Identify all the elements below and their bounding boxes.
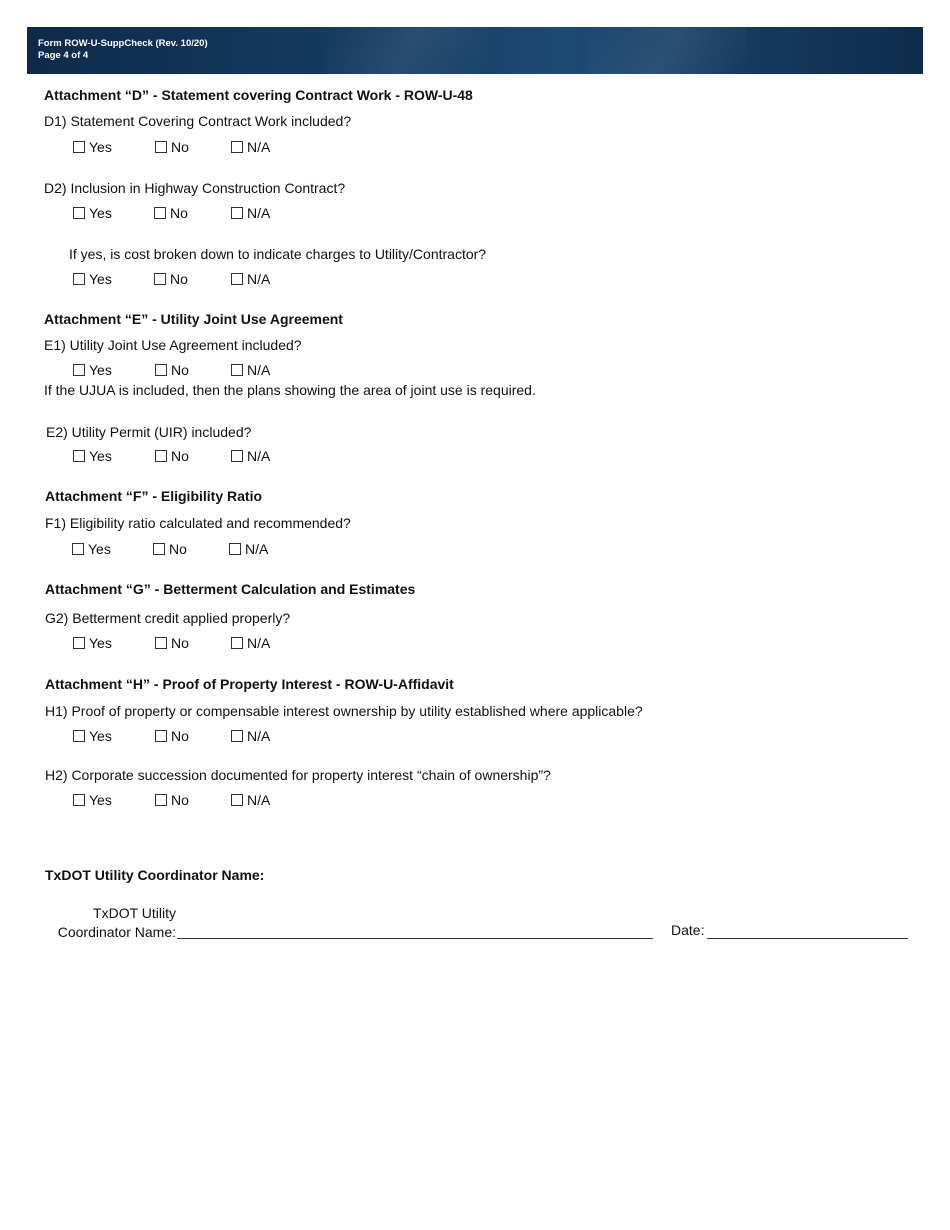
checkbox-box[interactable] (73, 730, 85, 742)
checkbox-box[interactable] (72, 543, 84, 555)
d1-no-checkbox[interactable]: No (155, 139, 189, 155)
form-id-text: Form ROW-U-SuppCheck (Rev. 10/20) (38, 38, 208, 49)
header-decoration (587, 27, 747, 74)
g2-yes-checkbox[interactable]: Yes (73, 635, 112, 651)
d2-yes-checkbox[interactable]: Yes (73, 205, 112, 221)
page-number-text: Page 4 of 4 (38, 50, 89, 61)
e1-yes-checkbox[interactable]: Yes (73, 362, 112, 378)
checkbox-box[interactable] (231, 364, 243, 376)
question-f1: F1) Eligibility ratio calculated and recommended? (45, 515, 351, 531)
question-d2: D2) Inclusion in Highway Construction Contract? (44, 180, 346, 196)
checkbox-box[interactable] (73, 364, 85, 376)
e1-ujua-note: If the UJUA is included, then the plans showing the area of joint use is required. (44, 382, 536, 398)
checkbox-box[interactable] (155, 364, 167, 376)
question-e1: E1) Utility Joint Use Agreement included? (44, 337, 302, 353)
checkbox-box[interactable] (155, 794, 167, 806)
question-e2: E2) Utility Permit (UIR) included? (46, 424, 252, 440)
checkbox-box[interactable] (231, 637, 243, 649)
h1-no-checkbox[interactable]: No (155, 728, 189, 744)
header-decoration (327, 27, 487, 74)
section-heading-h: Attachment “H” - Proof of Property Interest - ROW-U-Affidavit (45, 676, 454, 692)
checkbox-box[interactable] (155, 730, 167, 742)
checkbox-box[interactable] (155, 637, 167, 649)
d1-yes-checkbox[interactable]: Yes (73, 139, 112, 155)
e2-na-checkbox[interactable]: N/A (231, 448, 270, 464)
f1-no-checkbox[interactable]: No (153, 541, 187, 557)
checkbox-box[interactable] (154, 207, 166, 219)
coordinator-name-label: TxDOT Utility Coordinator Name: (57, 905, 176, 940)
question-d1: D1) Statement Covering Contract Work included? (44, 113, 352, 129)
question-d2-cost-breakdown: If yes, is cost broken down to indicate charges to Utility/Contractor? (69, 246, 487, 262)
form-header-banner (27, 27, 923, 74)
date-label: Date: (671, 922, 705, 938)
checkbox-box[interactable] (231, 450, 243, 462)
g2-no-checkbox[interactable]: No (155, 635, 189, 651)
h2-na-checkbox[interactable]: N/A (231, 792, 270, 808)
checkbox-box[interactable] (231, 730, 243, 742)
h2-no-checkbox[interactable]: No (155, 792, 189, 808)
question-h1: H1) Proof of property or compensable interest ownership by utility established where applicable? (45, 703, 643, 719)
checkbox-box[interactable] (73, 273, 85, 285)
question-g2: G2) Betterment credit applied properly? (45, 610, 291, 626)
coordinator-name-field[interactable] (177, 938, 653, 939)
d2-na-checkbox[interactable]: N/A (231, 205, 270, 221)
section-heading-d: Attachment “D” - Statement covering Contract Work - ROW-U-48 (44, 87, 473, 103)
checkbox-box[interactable] (231, 794, 243, 806)
d2-cost-no-checkbox[interactable]: No (154, 271, 188, 287)
section-heading-f: Attachment “F” - Eligibility Ratio (45, 488, 263, 504)
d2-cost-na-checkbox[interactable]: N/A (231, 271, 270, 287)
h2-yes-checkbox[interactable]: Yes (73, 792, 112, 808)
f1-na-checkbox[interactable]: N/A (229, 541, 268, 557)
question-h2: H2) Corporate succession documented for property interest “chain of ownership”? (45, 767, 551, 783)
section-heading-g: Attachment “G” - Betterment Calculation and Estimates (45, 581, 416, 597)
e1-na-checkbox[interactable]: N/A (231, 362, 270, 378)
checkbox-box[interactable] (229, 543, 241, 555)
d2-cost-yes-checkbox[interactable]: Yes (73, 271, 112, 287)
signature-heading: TxDOT Utility Coordinator Name: (45, 867, 265, 883)
e2-yes-checkbox[interactable]: Yes (73, 448, 112, 464)
checkbox-box[interactable] (231, 141, 243, 153)
checkbox-box[interactable] (231, 207, 243, 219)
d1-na-checkbox[interactable]: N/A (231, 139, 270, 155)
f1-yes-checkbox[interactable]: Yes (72, 541, 111, 557)
h1-na-checkbox[interactable]: N/A (231, 728, 270, 744)
date-field[interactable] (707, 938, 908, 939)
checkbox-box[interactable] (154, 273, 166, 285)
checkbox-box[interactable] (155, 141, 167, 153)
checkbox-box[interactable] (73, 637, 85, 649)
checkbox-box[interactable] (73, 450, 85, 462)
checkbox-box[interactable] (153, 543, 165, 555)
checkbox-box[interactable] (231, 273, 243, 285)
checkbox-box[interactable] (73, 141, 85, 153)
g2-na-checkbox[interactable]: N/A (231, 635, 270, 651)
checkbox-box[interactable] (73, 794, 85, 806)
h1-yes-checkbox[interactable]: Yes (73, 728, 112, 744)
section-heading-e: Attachment “E” - Utility Joint Use Agreement (44, 311, 343, 327)
checkbox-box[interactable] (73, 207, 85, 219)
e1-no-checkbox[interactable]: No (155, 362, 189, 378)
checkbox-box[interactable] (155, 450, 167, 462)
e2-no-checkbox[interactable]: No (155, 448, 189, 464)
d2-no-checkbox[interactable]: No (154, 205, 188, 221)
